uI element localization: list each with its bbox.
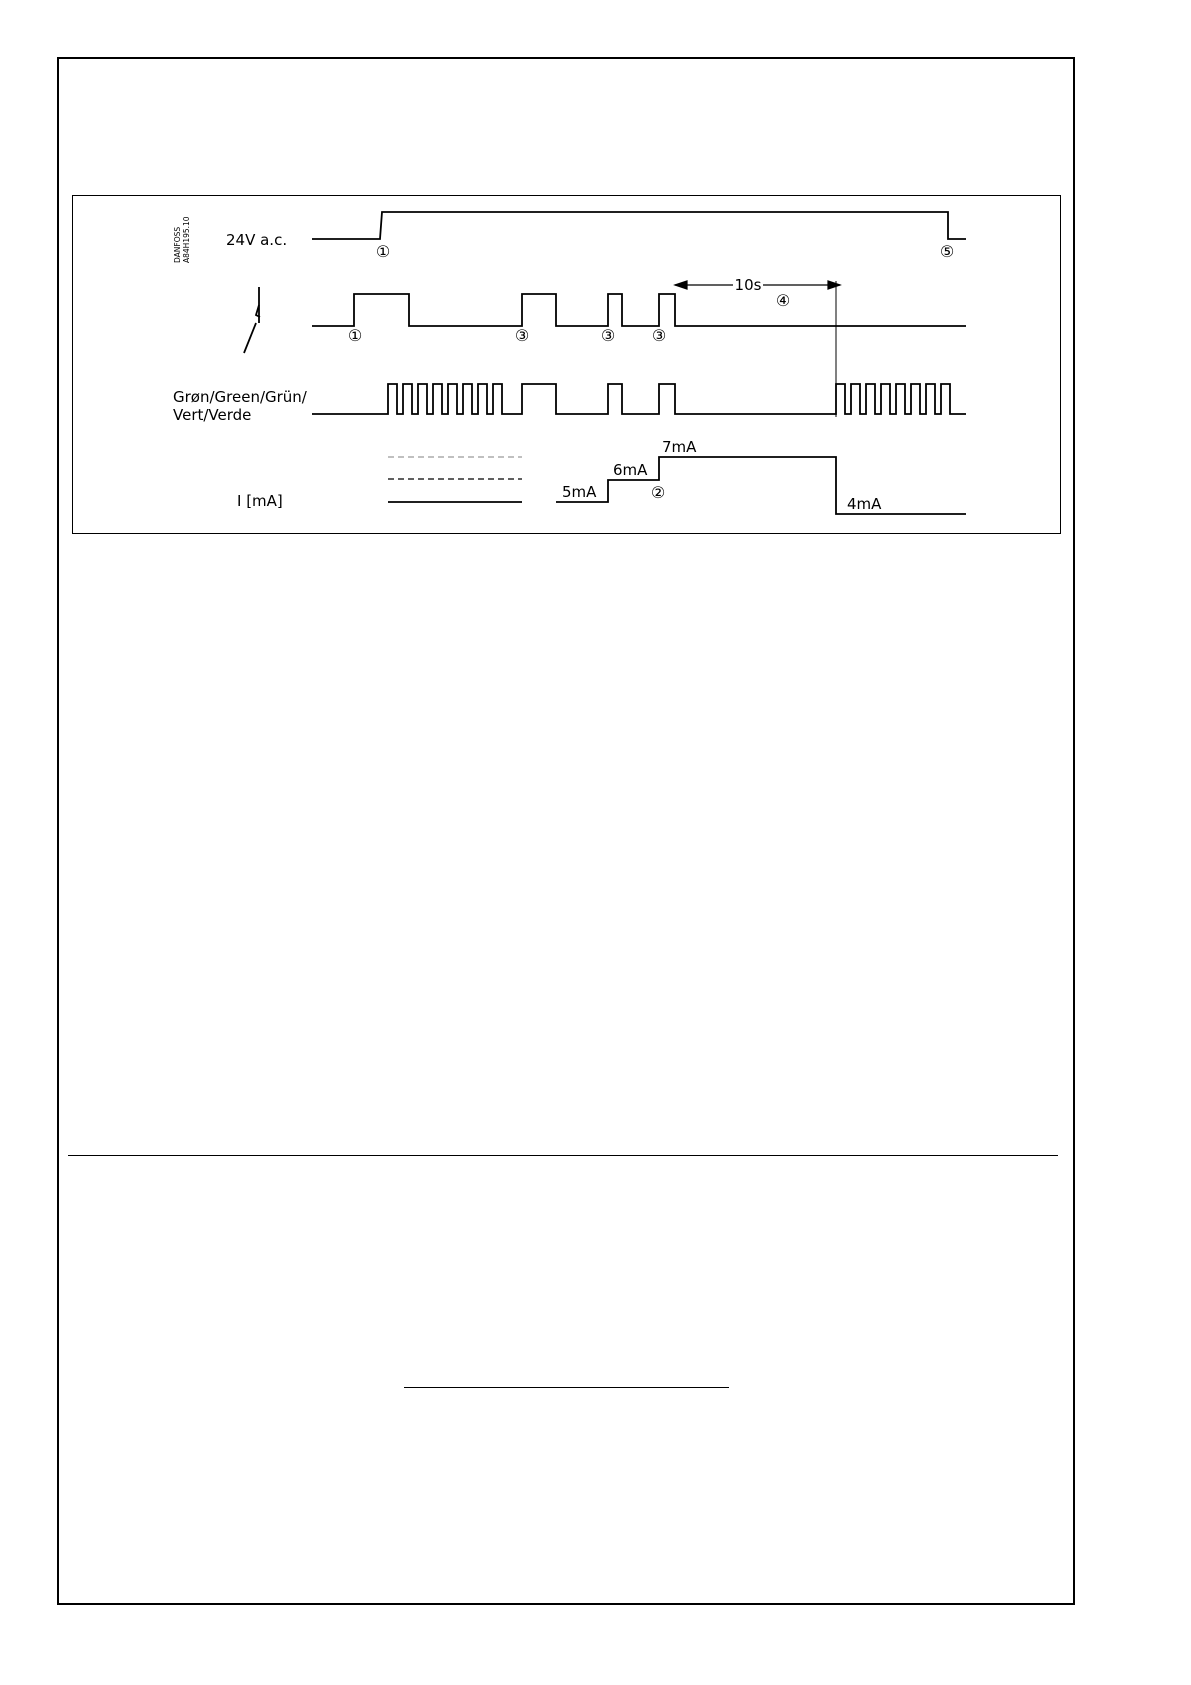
switch-waveform [312,294,966,326]
current-6ma: 6mA [613,461,648,479]
marker-3-switch-c: ③ [651,326,667,345]
signature-line [404,1387,729,1388]
doc-code-line1: DANFOSS [173,226,182,263]
marker-4-interval: ④ [775,291,791,310]
document-code [173,216,191,263]
timing-diagram [72,195,1061,534]
current-5ma: 5mA [562,483,597,501]
switch-contact-icon [244,287,260,353]
green-led-label-line2: Vert/Verde [173,406,252,424]
marker-2-current: ② [650,483,666,502]
marker-3-switch-a: ③ [514,326,530,345]
current-7ma: 7mA [662,438,697,456]
marker-1-switch: ① [347,326,363,345]
marker-1-power-on: ① [375,242,391,261]
horizontal-rule [68,1155,1058,1156]
signal-24v-waveform [312,212,966,239]
green-led-label-line1: Grøn/Green/Grün/ [173,388,307,406]
green-led-waveform [312,384,966,414]
interval-dimension [675,281,840,417]
current-label: I [mA] [237,492,283,510]
marker-3-switch-b: ③ [600,326,616,345]
signal-24v-label: 24V a.c. [226,231,288,249]
marker-5-power-off: ⑤ [939,242,955,261]
doc-code-line2: A84H195.10 [182,216,191,263]
interval-label: 10s [734,276,762,294]
current-4ma: 4mA [847,495,882,513]
